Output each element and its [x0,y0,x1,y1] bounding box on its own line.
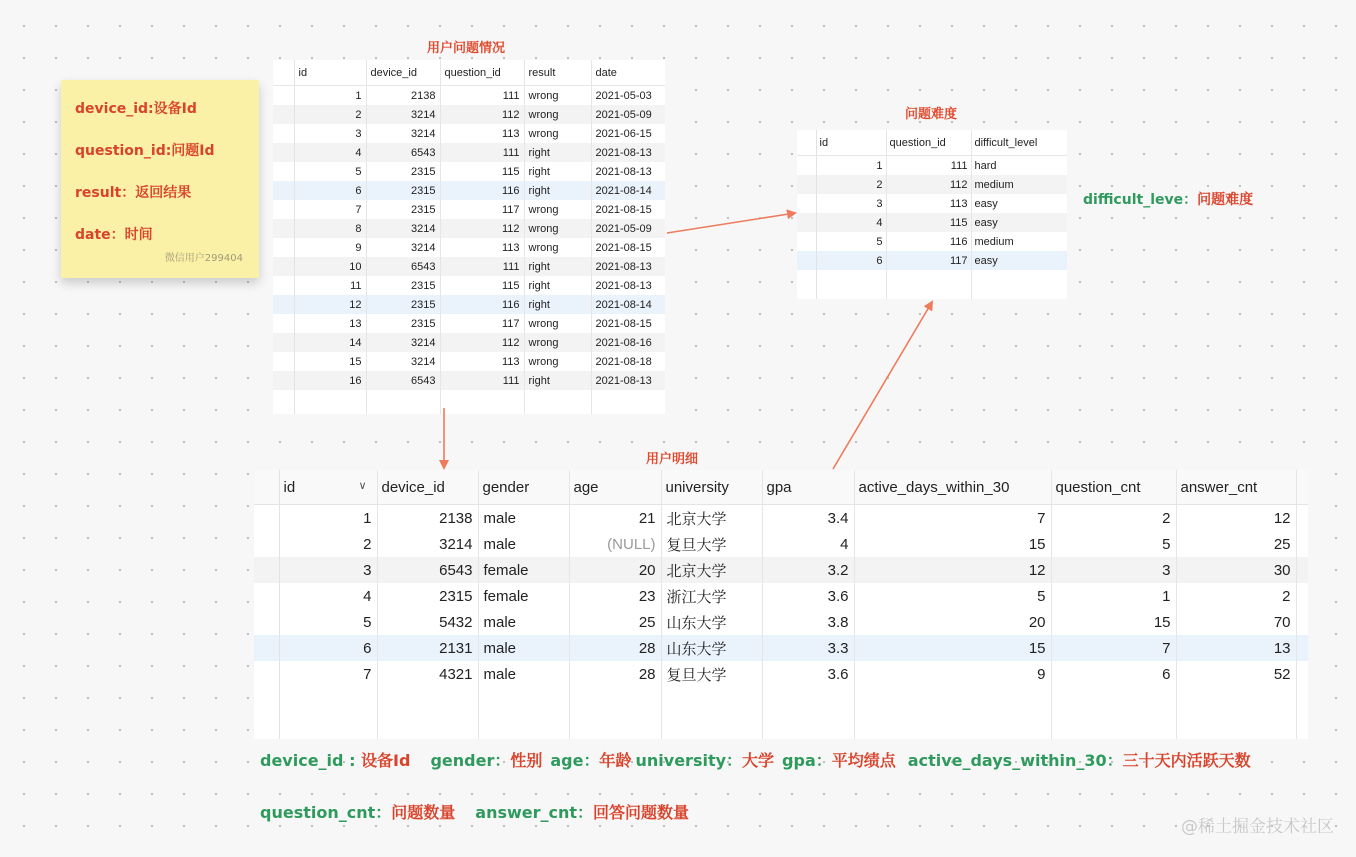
table-cell[interactable]: 13 [1176,635,1296,661]
table-cell[interactable]: wrong [524,105,591,124]
legend-value: 年龄 [599,751,632,770]
table-cell[interactable]: 5 [854,583,1051,609]
table-cell[interactable]: 2021-08-15 [595,241,652,254]
table-cell[interactable]: wrong [524,238,591,257]
table-cell[interactable]: 山东大学 [661,609,762,635]
legend-key: question_cnt： [260,803,392,822]
table-cell[interactable]: wrong [524,200,591,219]
table-cell[interactable]: right [524,181,591,200]
table-cell[interactable]: 6543 [366,371,440,390]
table-cell[interactable]: 3 [294,124,366,143]
table-cell[interactable]: 1 [1051,583,1176,609]
difficulty-note-value: 问题难度 [1197,192,1254,208]
table-cell[interactable]: 3214 [366,219,440,238]
legend-value: 设备Id [361,751,411,770]
table-cell[interactable]: 6543 [366,143,440,162]
table-cell[interactable]: 21 [569,505,661,532]
table-cell[interactable]: 6543 [377,557,478,583]
table-cell[interactable]: 2131 [377,635,478,661]
col-header-difficult-level[interactable]: difficult_level [971,130,1067,156]
table-cell[interactable]: 113 [440,124,524,143]
table-cell[interactable]: 1 [816,156,886,176]
table-cell[interactable]: 113 [440,238,524,257]
legend-key: active_days_within_30： [907,751,1123,770]
table-cell[interactable]: 6 [279,635,377,661]
table-cell[interactable]: 20 [569,557,661,583]
table-cell[interactable]: right [524,162,591,181]
col-header-id[interactable]: id [294,60,366,86]
table-cell[interactable]: 2021-08-16 [591,333,665,352]
arrow-questions-to-difficulty [667,213,795,233]
table-cell[interactable]: right [524,371,591,390]
table-cell[interactable]: 2 [816,175,886,194]
table-cell[interactable]: 8 [294,219,366,238]
table-cell[interactable]: 116 [440,181,524,200]
table-cell[interactable]: 70 [1176,609,1296,635]
table-cell[interactable]: 117 [440,314,524,333]
table-cell[interactable]: 13 [294,314,366,333]
legend-key: answer_cnt： [475,803,594,822]
table-cell[interactable]: 4 [816,213,886,232]
table-cell[interactable]: 112 [440,105,524,124]
table-cell[interactable]: 2021-05-09 [591,105,665,124]
table-cell[interactable]: 2 [294,105,366,124]
table-cell[interactable]: wrong [524,314,591,333]
table-cell[interactable]: easy [971,213,1067,232]
legend-value: 回答问题数量 [593,803,690,822]
table-cell[interactable]: 111 [886,156,971,176]
table-cell[interactable]: 3 [1051,557,1176,583]
col-header-device-id[interactable]: device_id [377,470,478,505]
table-cell[interactable]: 3214 [366,352,440,371]
table-cell[interactable]: 2021-08-14 [591,181,665,200]
table-cell[interactable]: female [478,583,569,609]
legend-value: 问题数量 [391,803,456,822]
table-cell[interactable]: (NULL) [569,531,661,557]
table-cell[interactable]: 2021-08-18 [595,355,652,368]
table-cell[interactable]: wrong [524,124,591,143]
sticky-line-date: date：时间 [75,227,153,243]
table-cell[interactable]: 2315 [377,583,478,609]
table-cell[interactable]: 7 [854,505,1051,532]
table-cell[interactable]: easy [974,197,998,210]
table-cell[interactable]: 2021-08-13 [595,165,652,178]
table-cell[interactable]: 15 [1051,609,1176,635]
table-cell[interactable]: 15 [854,635,1051,661]
col-header-gpa[interactable]: gpa [762,470,854,505]
table-cell[interactable]: 复旦大学 [661,661,762,687]
table-cell[interactable]: 5 [294,162,366,181]
table-cell[interactable]: 7 [1051,635,1176,661]
table-cell[interactable]: 2138 [366,86,440,106]
table-cell[interactable]: female [478,557,569,583]
table-cell[interactable]: 115 [886,213,971,232]
table-cell[interactable]: 2021-05-03 [595,89,652,102]
legend-value: 平均绩点 [831,751,896,770]
col-header-active-days[interactable]: active_days_within_30 [854,470,1051,505]
table-cell[interactable]: easy [971,251,1067,270]
table-cell[interactable]: 2021-08-15 [595,203,652,216]
table-cell[interactable]: 2315 [366,295,440,314]
table-cell[interactable]: 1 [279,505,377,532]
table-cell[interactable]: 14 [294,333,366,352]
table-cell[interactable]: 2021-08-13 [591,371,665,390]
col-header-id[interactable]: id [816,130,886,156]
table-cell[interactable]: 112 [440,333,524,352]
legend-line-2 [260,800,689,823]
legend-key: gpa： [782,751,832,770]
table-cell[interactable]: 115 [440,162,524,181]
table-cell[interactable]: 1 [294,86,366,106]
table-cell[interactable]: 112 [886,175,971,194]
table-cell[interactable]: 16 [294,371,366,390]
table-cell[interactable]: 117 [440,200,524,219]
table-cell[interactable]: 10 [294,257,366,276]
table-cell[interactable]: 7 [279,661,377,687]
table-cell[interactable]: wrong [524,333,591,352]
table-cell[interactable]: 2021-06-15 [595,127,652,140]
table-cell[interactable]: 3214 [366,105,440,124]
sort-chevron-icon[interactable]: ∨ [358,479,367,492]
table-cell[interactable]: 28 [569,635,661,661]
table-cell[interactable]: 2 [1176,583,1296,609]
table-cell[interactable]: 2021-08-14 [591,295,665,314]
table-cell[interactable]: 4 [294,143,366,162]
table-cell[interactable]: 116 [440,295,524,314]
table-cell[interactable]: 15 [294,352,366,371]
table-cell[interactable]: 23 [569,583,661,609]
table-cell[interactable]: 2315 [366,276,440,295]
table-cell[interactable]: wrong [524,219,591,238]
legend-line-1 [260,748,1251,771]
legend-value: 性别 [510,751,543,770]
watermark: @稀土掘金技术社区 [1181,817,1334,837]
table-cell[interactable]: 11 [294,276,366,295]
table-cell[interactable]: 52 [1176,661,1296,687]
col-header-question-cnt[interactable]: question_cnt [1051,470,1176,505]
table-cell[interactable]: 2315 [366,200,440,219]
table-cell[interactable]: 北京大学 [661,557,762,583]
table-cell[interactable]: 3.8 [762,609,854,635]
table-cell[interactable]: 113 [886,194,971,213]
sticky-line-result: result：返回结果 [75,185,192,201]
table-cell[interactable]: 复旦大学 [661,531,762,557]
sticky-line-question-id: question_id:问题Id [75,143,215,159]
table-cell[interactable]: 3.6 [762,661,854,687]
table-cell[interactable]: 2 [1051,505,1176,532]
table-cell[interactable]: 3.2 [762,557,854,583]
col-header-university[interactable]: university [661,470,762,505]
table-cell[interactable]: 117 [886,251,971,270]
col-header-date[interactable]: date [591,60,665,86]
table-cell[interactable]: 3214 [366,124,440,143]
table-cell[interactable]: 3 [279,557,377,583]
table-cell[interactable]: medium [974,235,1014,248]
legend-key: age： [550,751,600,770]
table-cell[interactable]: right [524,276,591,295]
table-cell[interactable]: right [524,257,591,276]
table-cell[interactable]: 20 [854,609,1051,635]
legend-value: 大学 [742,751,775,770]
table-cell[interactable]: 9 [854,661,1051,687]
col-header-question-id[interactable]: question_id [886,130,971,156]
table-cell[interactable]: 2138 [377,505,478,532]
difficulty-table-title: 问题难度 [905,107,958,122]
table-cell[interactable]: 12 [854,557,1051,583]
table-cell[interactable]: 9 [294,238,366,257]
table-cell[interactable]: 北京大学 [661,505,762,532]
difficulty-note-key: difficult_leve： [1083,192,1198,208]
table-cell[interactable]: 3.4 [762,505,854,532]
table-cell[interactable]: 6 [1051,661,1176,687]
table-cell[interactable]: 111 [440,143,524,162]
questions-table-title: 用户问题情况 [427,41,506,56]
table-cell[interactable]: 116 [886,232,971,251]
table-cell[interactable]: 15 [854,531,1051,557]
table-cell[interactable]: 25 [569,609,661,635]
table-cell[interactable]: 111 [440,86,524,106]
table-cell[interactable]: 浙江大学 [661,583,762,609]
table-cell[interactable]: male [478,505,569,532]
sticky-line-device-id: device_id:设备Id [75,101,197,117]
table-cell[interactable]: 2021-08-15 [595,317,652,330]
table-cell[interactable]: 28 [569,661,661,687]
col-header-device-id[interactable]: device_id [366,60,440,86]
legend-key: gender： [430,751,511,770]
table-cell[interactable]: 3214 [377,531,478,557]
table-cell[interactable]: 25 [1176,531,1296,557]
table-cell[interactable]: 2 [279,531,377,557]
table-cell[interactable]: medium [971,175,1067,194]
table-cell[interactable]: 4321 [377,661,478,687]
table-cell[interactable]: 3214 [366,238,440,257]
table-cell[interactable]: 30 [1176,557,1296,583]
table-cell[interactable]: 2315 [366,162,440,181]
table-cell[interactable]: 3.3 [762,635,854,661]
table-cell[interactable]: 2021-08-13 [591,143,665,162]
legend-value: 三十天内活跃天数 [1122,751,1251,770]
table-cell[interactable]: 5432 [377,609,478,635]
user-table-title: 用户明细 [646,452,699,467]
table-cell[interactable]: right [524,295,591,314]
table-cell[interactable]: 6 [294,181,366,200]
table-cell[interactable]: male [478,531,569,557]
sticky-signature: 微信用户299404 [164,253,243,264]
table-cell[interactable]: 6 [816,251,886,270]
table-cell[interactable]: 112 [440,219,524,238]
col-header-question-id[interactable]: question_id [440,60,524,86]
table-cell[interactable]: 5 [1051,531,1176,557]
table-cell[interactable]: 2021-08-13 [595,279,652,292]
table-cell[interactable]: right [524,143,591,162]
table-cell[interactable]: 115 [440,276,524,295]
table-cell[interactable]: 111 [440,257,524,276]
table-cell[interactable]: 5 [816,232,886,251]
legend-key: university： [635,751,743,770]
table-cell[interactable]: 12 [1176,505,1296,532]
col-header-age[interactable]: age [569,470,661,505]
table-cell[interactable]: 2021-05-09 [591,219,665,238]
table-cell[interactable]: 2021-08-13 [591,257,665,276]
table-cell[interactable]: hard [974,159,997,172]
table-cell[interactable]: 4 [762,531,854,557]
table-cell[interactable]: 7 [294,200,366,219]
table-cell[interactable]: 111 [440,371,524,390]
legend-key: device_id : [260,751,362,770]
table-cell[interactable]: 5 [279,609,377,635]
table-cell[interactable]: 3 [816,194,886,213]
col-header-gender[interactable]: gender [478,470,569,505]
table-cell[interactable]: 113 [440,352,524,371]
table-cell[interactable]: 山东大学 [661,635,762,661]
table-cell[interactable]: male [478,635,569,661]
table-cell[interactable]: male [478,661,569,687]
table-cell[interactable]: 3.6 [762,583,854,609]
table-cell[interactable]: male [478,609,569,635]
table-cell[interactable]: 2315 [366,314,440,333]
table-cell[interactable]: 4 [279,583,377,609]
table-cell[interactable]: 2315 [366,181,440,200]
table-cell[interactable]: 12 [294,295,366,314]
arrow-users-to-difficulty [833,302,932,469]
col-header-answer-cnt[interactable]: answer_cnt [1176,470,1296,505]
table-cell[interactable]: wrong [524,352,591,371]
col-header-result[interactable]: result [524,60,591,86]
table-cell[interactable]: wrong [524,86,591,106]
table-cell[interactable]: 3214 [366,333,440,352]
col-header-id-label: id [283,478,296,496]
table-cell[interactable]: 6543 [366,257,440,276]
